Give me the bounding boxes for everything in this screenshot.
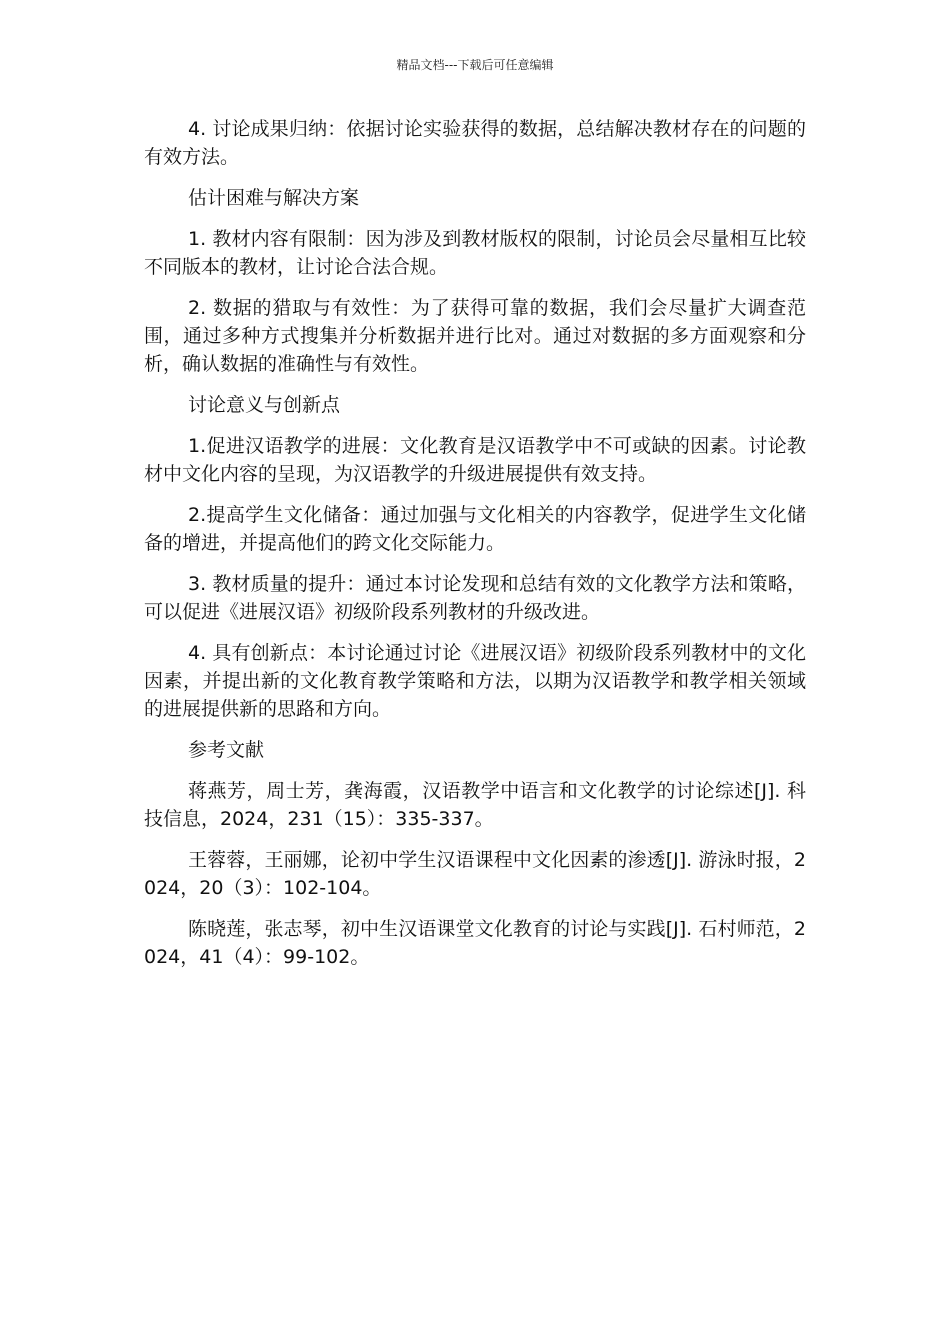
reference-item: 王蓉蓉，王丽娜，论初中学生汉语课程中文化因素的渗透[J]. 游泳时报，2024，20（3）：102-104。 xyxy=(144,849,806,899)
paragraph-promote-teaching: 1.促进汉语教学的进展：文化教育是汉语教学中不可或缺的因素。讨论教材中文化内容的呈现，为汉语教学的升级进展提供有效支持。 xyxy=(144,435,806,485)
heading-difficulties: 估计困难与解决方案 xyxy=(188,187,360,209)
reference-item: 陈晓莲，张志琴，初中生汉语课堂文化教育的讨论与实践[J]. 石村师范，2024，41（4）：99-102。 xyxy=(144,918,806,968)
page-header: 精品文档---下载后可任意编辑 xyxy=(396,58,554,72)
document-body xyxy=(144,115,806,984)
paragraph-culture-reserve: 2.提高学生文化储备：通过加强与文化相关的内容教学，促进学生文化储备的增进，并提高他们的跨文化交际能力。 xyxy=(144,504,806,554)
paragraph-result-summary: 4. 讨论成果归纳：依据讨论实验获得的数据，总结解决教材存在的问题的有效方法。 xyxy=(144,118,806,168)
paragraph-content-limits: 1. 教材内容有限制：因为涉及到教材版权的限制，讨论员会尽量相互比较不同版本的教材，让讨论合法合规。 xyxy=(144,228,806,278)
heading-significance: 讨论意义与创新点 xyxy=(188,394,341,416)
heading-references: 参考文献 xyxy=(188,739,265,761)
reference-item: 蒋燕芳，周士芳，龚海霞，汉语教学中语言和文化教学的讨论综述[J]. 科技信息，2024，231（15）：335-337。 xyxy=(144,780,806,830)
paragraph-data-validity: 2. 数据的猎取与有效性：为了获得可靠的数据，我们会尽量扩大调查范围，通过多种方式搜集并分析数据并进行比对。通过对数据的多方面观察和分析，确认数据的准确性与有效性。 xyxy=(144,297,806,375)
paragraph-quality-improve: 3. 教材质量的提升：通过本讨论发现和总结有效的文化教学方法和策略，可以促进《进展汉语》初级阶段系列教材的升级改进。 xyxy=(144,573,806,623)
paragraph-innovation: 4. 具有创新点：本讨论通过讨论《进展汉语》初级阶段系列教材中的文化因素，并提出新的文化教育教学策略和方法，以期为汉语教学和教学相关领域的进展提供新的思路和方向。 xyxy=(144,642,806,720)
